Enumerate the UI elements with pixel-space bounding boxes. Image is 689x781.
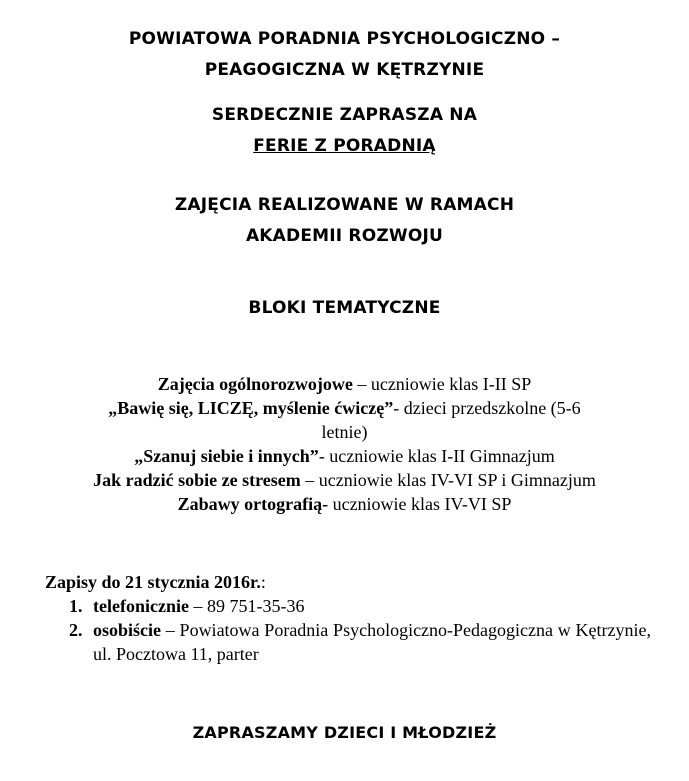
thematic-blocks-title: BLOKI TEMATYCZNE xyxy=(248,298,441,318)
registration-method-in-person xyxy=(45,618,651,666)
offer-item xyxy=(0,492,689,516)
event-name: FERIE Z PORADNIĄ xyxy=(253,136,436,156)
method-label: telefonicznie xyxy=(93,596,189,616)
method-text: – Powiatowa Poradnia Psychologiczno-Pedagogiczna w Kętrzynie, ul. Pocztowa 11, parter xyxy=(93,620,651,664)
invitation-text: SERDECZNIE ZAPRASZA NA xyxy=(211,105,478,125)
offer-desc: uczniowie klas IV-VI SP xyxy=(328,494,512,514)
list-number: 2. xyxy=(69,620,83,640)
deadline-suffix: : xyxy=(260,572,266,592)
list-number: 1. xyxy=(69,596,83,616)
offer-desc: – uczniowie klas IV-VI SP i Gimnazjum xyxy=(300,470,596,490)
offer-title: Zajęcia ogólnorozwojowe xyxy=(157,374,353,394)
offer-title: „Bawię się, LICZĘ, myślenie ćwiczę” xyxy=(108,398,394,418)
offer-item xyxy=(0,372,689,396)
invitation xyxy=(0,100,689,162)
closing-invitation: ZAPRASZAMY DZIECI I MŁODZIEŻ xyxy=(192,723,497,742)
activities-line2: AKADEMII ROZWOJU xyxy=(245,226,444,246)
registration-deadline-line xyxy=(45,570,651,594)
activities-heading xyxy=(0,190,689,252)
offer-title: Jak radzić sobie ze stresem xyxy=(93,470,301,490)
organization-name-line1: POWIATOWA PORADNIA PSYCHOLOGICZNO – xyxy=(128,29,561,49)
offers-list xyxy=(0,372,689,516)
activities-line1: ZAJĘCIA REALIZOWANE W RAMACH xyxy=(174,195,515,215)
offer-desc: - uczniowie klas I-II Gimnazjum xyxy=(318,446,555,466)
offer-desc: – uczniowie klas I-II SP xyxy=(352,374,532,394)
offer-desc: - dzieci przedszkolne (5-6 xyxy=(393,398,581,418)
offer-item xyxy=(0,444,689,468)
offer-title: „Szanuj siebie i innych” xyxy=(134,446,319,466)
offer-item xyxy=(0,468,689,492)
organization-name-line2: PEAGOGICZNA W KĘTRZYNIE xyxy=(204,60,485,80)
organization-header xyxy=(0,24,689,86)
offer-title: Zabawy ortografią- xyxy=(177,494,329,514)
method-text: – 89 751-35-36 xyxy=(188,596,305,616)
method-label: osobiście xyxy=(93,620,162,640)
registration-deadline: Zapisy do 21 stycznia 2016r. xyxy=(45,572,261,592)
offer-desc-continued: letnie) xyxy=(321,422,368,442)
registration-method-phone xyxy=(45,594,651,618)
offer-item xyxy=(0,396,689,444)
registration-methods xyxy=(45,594,651,666)
registration-info xyxy=(45,570,651,666)
